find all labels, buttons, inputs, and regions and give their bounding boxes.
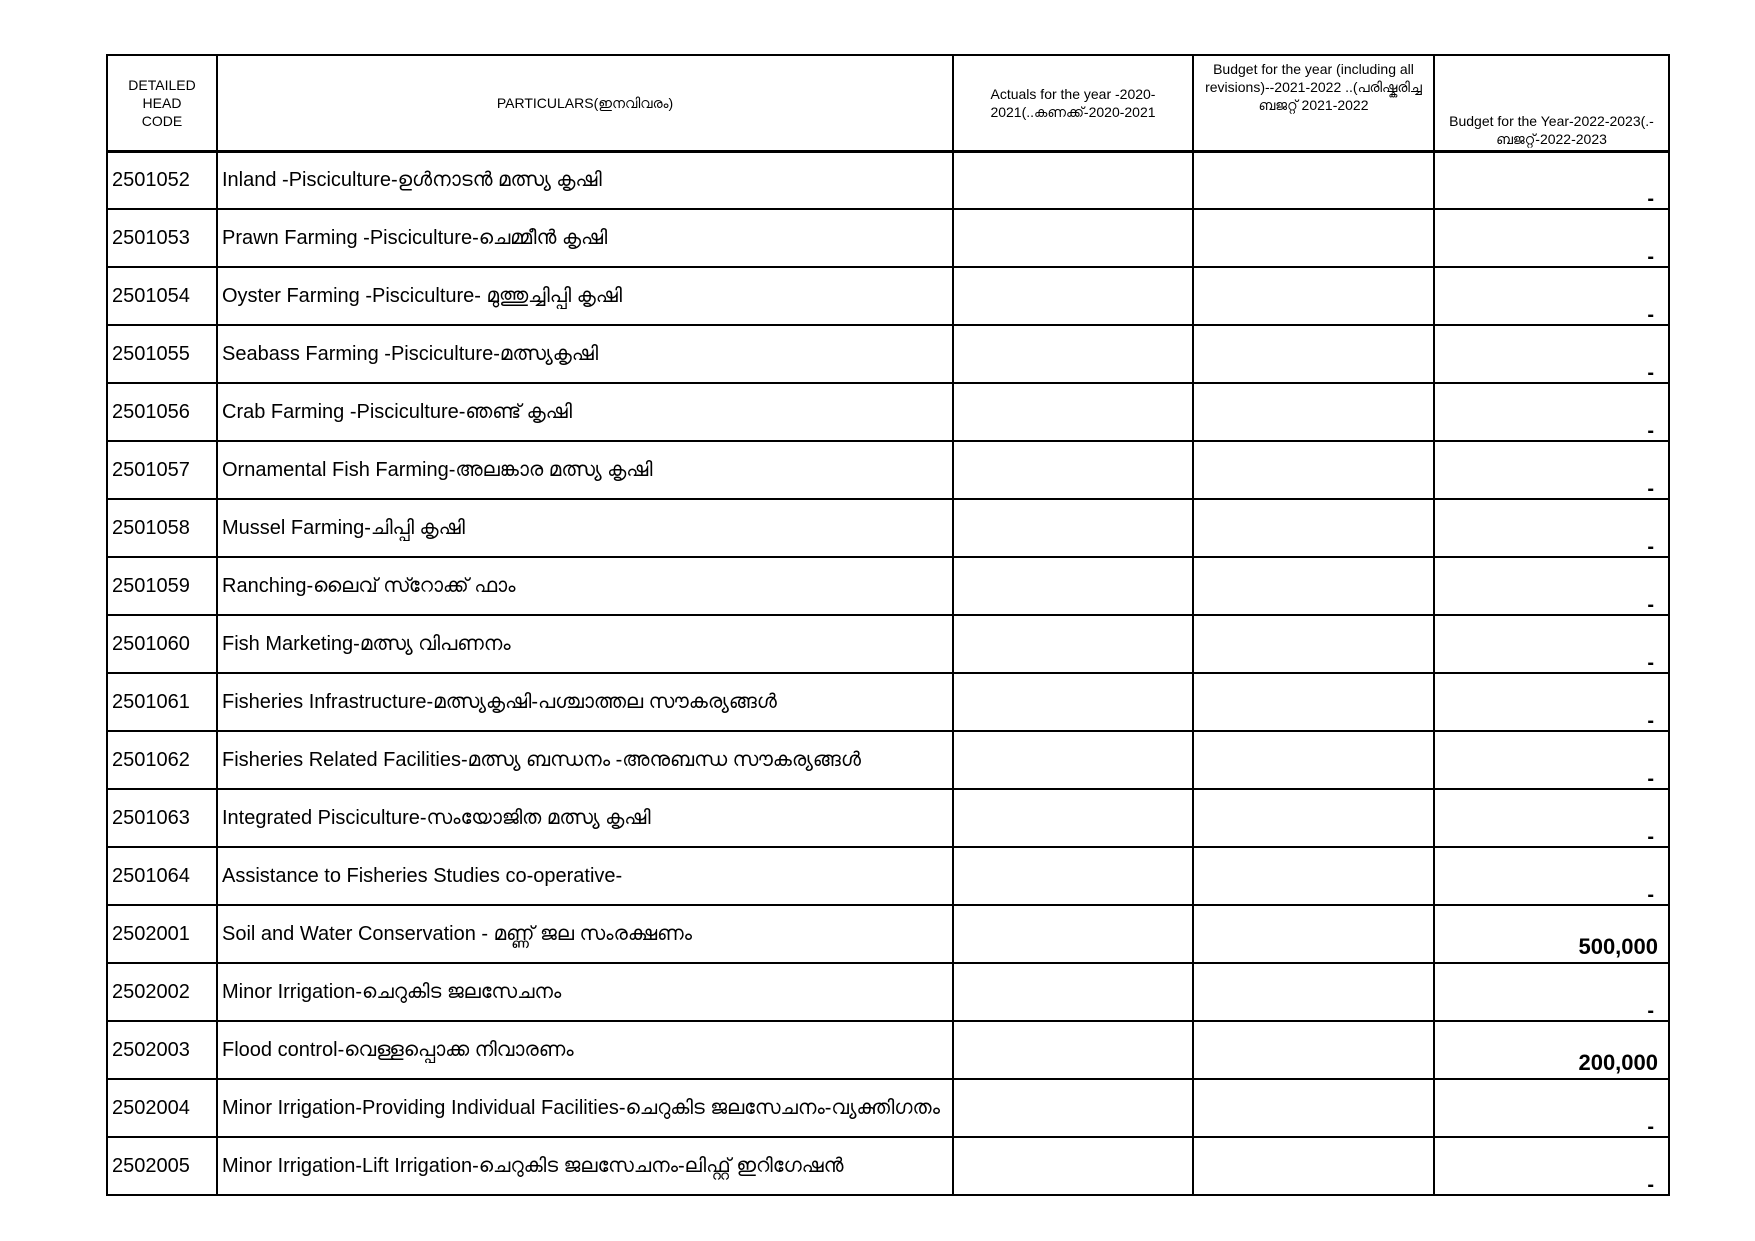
particulars-cell: Crab Farming -Pisciculture-ഞണ്ട് കൃഷി <box>217 383 953 441</box>
budget-cur-cell: - <box>1434 1079 1669 1137</box>
budget-cur-cell: - <box>1434 499 1669 557</box>
actuals-cell <box>953 963 1193 1021</box>
particulars-cell: Mussel Farming-ചിപ്പി കൃഷി <box>217 499 953 557</box>
head-code-cell: 2501063 <box>107 789 217 847</box>
particulars-cell: Seabass Farming -Pisciculture-മത്സ്യകൃഷി <box>217 325 953 383</box>
table-row <box>107 441 1669 499</box>
budget-cur-cell: - <box>1434 847 1669 905</box>
budget-cur-cell: 500,000 <box>1434 905 1669 963</box>
budget-cur-cell: - <box>1434 441 1669 499</box>
head-code-cell: 2501056 <box>107 383 217 441</box>
actuals-cell <box>953 615 1193 673</box>
head-code-cell: 2502004 <box>107 1079 217 1137</box>
budget-prev-cell <box>1193 731 1434 789</box>
head-code-cell: 2502002 <box>107 963 217 1021</box>
table-row <box>107 557 1669 615</box>
actuals-cell <box>953 325 1193 383</box>
particulars-cell: Minor Irrigation-Lift Irrigation-ചെറുകിട ജലസേചനം-ലിഫ്റ്റ് ഇറിഗേഷൻ <box>217 1137 953 1195</box>
budget-prev-cell <box>1193 1137 1434 1195</box>
head-code-cell: 2501054 <box>107 267 217 325</box>
head-code-cell: 2501060 <box>107 615 217 673</box>
head-code-cell: 2501064 <box>107 847 217 905</box>
budget-prev-cell <box>1193 1079 1434 1137</box>
header-budget-prev: Budget for the year (including all revisions)--2021-2022 ..(പരിഷ്കരിച്ച ബജറ്റ് 2021-2022 <box>1193 55 1434 151</box>
actuals-cell <box>953 267 1193 325</box>
budget-prev-cell <box>1193 209 1434 267</box>
table-row <box>107 731 1669 789</box>
table-header-row <box>107 55 1669 151</box>
budget-prev-cell <box>1193 905 1434 963</box>
budget-prev-cell <box>1193 267 1434 325</box>
particulars-cell: Ranching-ലൈവ് സ്റോക്ക് ഫാം <box>217 557 953 615</box>
budget-prev-cell <box>1193 151 1434 209</box>
particulars-cell: Prawn Farming -Pisciculture-ചെമ്മീൻ കൃഷി <box>217 209 953 267</box>
particulars-cell: Ornamental Fish Farming-അലങ്കാര മത്സ്യ കൃഷി <box>217 441 953 499</box>
table-row <box>107 615 1669 673</box>
particulars-cell: Assistance to Fisheries Studies co-operative- <box>217 847 953 905</box>
actuals-cell <box>953 1079 1193 1137</box>
head-code-cell: 2501062 <box>107 731 217 789</box>
table-row <box>107 151 1669 209</box>
head-code-cell: 2501061 <box>107 673 217 731</box>
budget-prev-cell <box>1193 441 1434 499</box>
table-row <box>107 1137 1669 1195</box>
budget-cur-cell: - <box>1434 963 1669 1021</box>
actuals-cell <box>953 499 1193 557</box>
table-row <box>107 209 1669 267</box>
particulars-cell: Minor Irrigation-ചെറുകിട ജലസേചനം <box>217 963 953 1021</box>
actuals-cell <box>953 1021 1193 1079</box>
particulars-cell: Oyster Farming -Pisciculture- മുത്തുച്ചിപ്പി കൃഷി <box>217 267 953 325</box>
actuals-cell <box>953 673 1193 731</box>
header-actuals: Actuals for the year -2020-2021(..കണക്ക്-2020-2021 <box>953 55 1193 151</box>
budget-cur-cell: - <box>1434 557 1669 615</box>
particulars-cell: Fisheries Infrastructure-മത്സ്യകൃഷി-പശ്ചാത്തല സൗകര്യങ്ങൾ <box>217 673 953 731</box>
budget-prev-cell <box>1193 383 1434 441</box>
actuals-cell <box>953 383 1193 441</box>
actuals-cell <box>953 557 1193 615</box>
particulars-cell: Soil and Water Conservation - മണ്ണ് ജല സംരക്ഷണം <box>217 905 953 963</box>
table-row <box>107 847 1669 905</box>
table-row <box>107 499 1669 557</box>
table-row <box>107 325 1669 383</box>
head-code-cell: 2501058 <box>107 499 217 557</box>
budget-table <box>106 54 1670 1196</box>
head-code-cell: 2501059 <box>107 557 217 615</box>
budget-prev-cell <box>1193 557 1434 615</box>
table-row <box>107 789 1669 847</box>
particulars-cell: Fisheries Related Facilities-മത്സ്യ ബന്ധനം -അനുബന്ധ സൗകര്യങ്ങൾ <box>217 731 953 789</box>
budget-prev-cell <box>1193 789 1434 847</box>
budget-cur-cell: - <box>1434 615 1669 673</box>
particulars-cell: Flood control-വെള്ളപ്പൊക്ക നിവാരണം <box>217 1021 953 1079</box>
budget-cur-cell: - <box>1434 789 1669 847</box>
actuals-cell <box>953 731 1193 789</box>
header-particulars: PARTICULARS(ഇനവിവരം) <box>217 55 953 151</box>
particulars-cell: Minor Irrigation-Providing Individual Facilities-ചെറുകിട ജലസേചനം-വ്യക്തിഗതം <box>217 1079 953 1137</box>
actuals-cell <box>953 1137 1193 1195</box>
head-code-cell: 2502005 <box>107 1137 217 1195</box>
table-row <box>107 905 1669 963</box>
head-code-cell: 2502001 <box>107 905 217 963</box>
budget-prev-cell <box>1193 615 1434 673</box>
table-row <box>107 383 1669 441</box>
budget-prev-cell <box>1193 847 1434 905</box>
budget-prev-cell <box>1193 673 1434 731</box>
budget-cur-cell: - <box>1434 151 1669 209</box>
particulars-cell: Inland -Pisciculture-ഉൾനാടൻ മത്സ്യ കൃഷി <box>217 151 953 209</box>
budget-cur-cell: 200,000 <box>1434 1021 1669 1079</box>
budget-prev-cell <box>1193 1021 1434 1079</box>
budget-prev-cell <box>1193 325 1434 383</box>
head-code-cell: 2502003 <box>107 1021 217 1079</box>
budget-cur-cell: - <box>1434 731 1669 789</box>
budget-cur-cell: - <box>1434 1137 1669 1195</box>
actuals-cell <box>953 209 1193 267</box>
actuals-cell <box>953 789 1193 847</box>
table-row <box>107 1079 1669 1137</box>
table-row <box>107 1021 1669 1079</box>
table-row <box>107 673 1669 731</box>
actuals-cell <box>953 441 1193 499</box>
particulars-cell: Integrated Pisciculture-സംയോജിത മത്സ്യ കൃഷി <box>217 789 953 847</box>
budget-cur-cell: - <box>1434 325 1669 383</box>
head-code-cell: 2501053 <box>107 209 217 267</box>
actuals-cell <box>953 151 1193 209</box>
budget-cur-cell: - <box>1434 209 1669 267</box>
head-code-cell: 2501052 <box>107 151 217 209</box>
header-budget-cur: Budget for the Year-2022-2023(.-ബജറ്റ്-2022-2023 <box>1434 55 1669 151</box>
head-code-cell: 2501057 <box>107 441 217 499</box>
budget-cur-cell: - <box>1434 673 1669 731</box>
actuals-cell <box>953 905 1193 963</box>
budget-prev-cell <box>1193 499 1434 557</box>
particulars-cell: Fish Marketing-മത്സ്യ വിപണനം <box>217 615 953 673</box>
table-row <box>107 963 1669 1021</box>
actuals-cell <box>953 847 1193 905</box>
table-row <box>107 267 1669 325</box>
budget-cur-cell: - <box>1434 267 1669 325</box>
budget-prev-cell <box>1193 963 1434 1021</box>
header-code: DETAILED HEAD CODE <box>107 55 217 151</box>
head-code-cell: 2501055 <box>107 325 217 383</box>
budget-cur-cell: - <box>1434 383 1669 441</box>
